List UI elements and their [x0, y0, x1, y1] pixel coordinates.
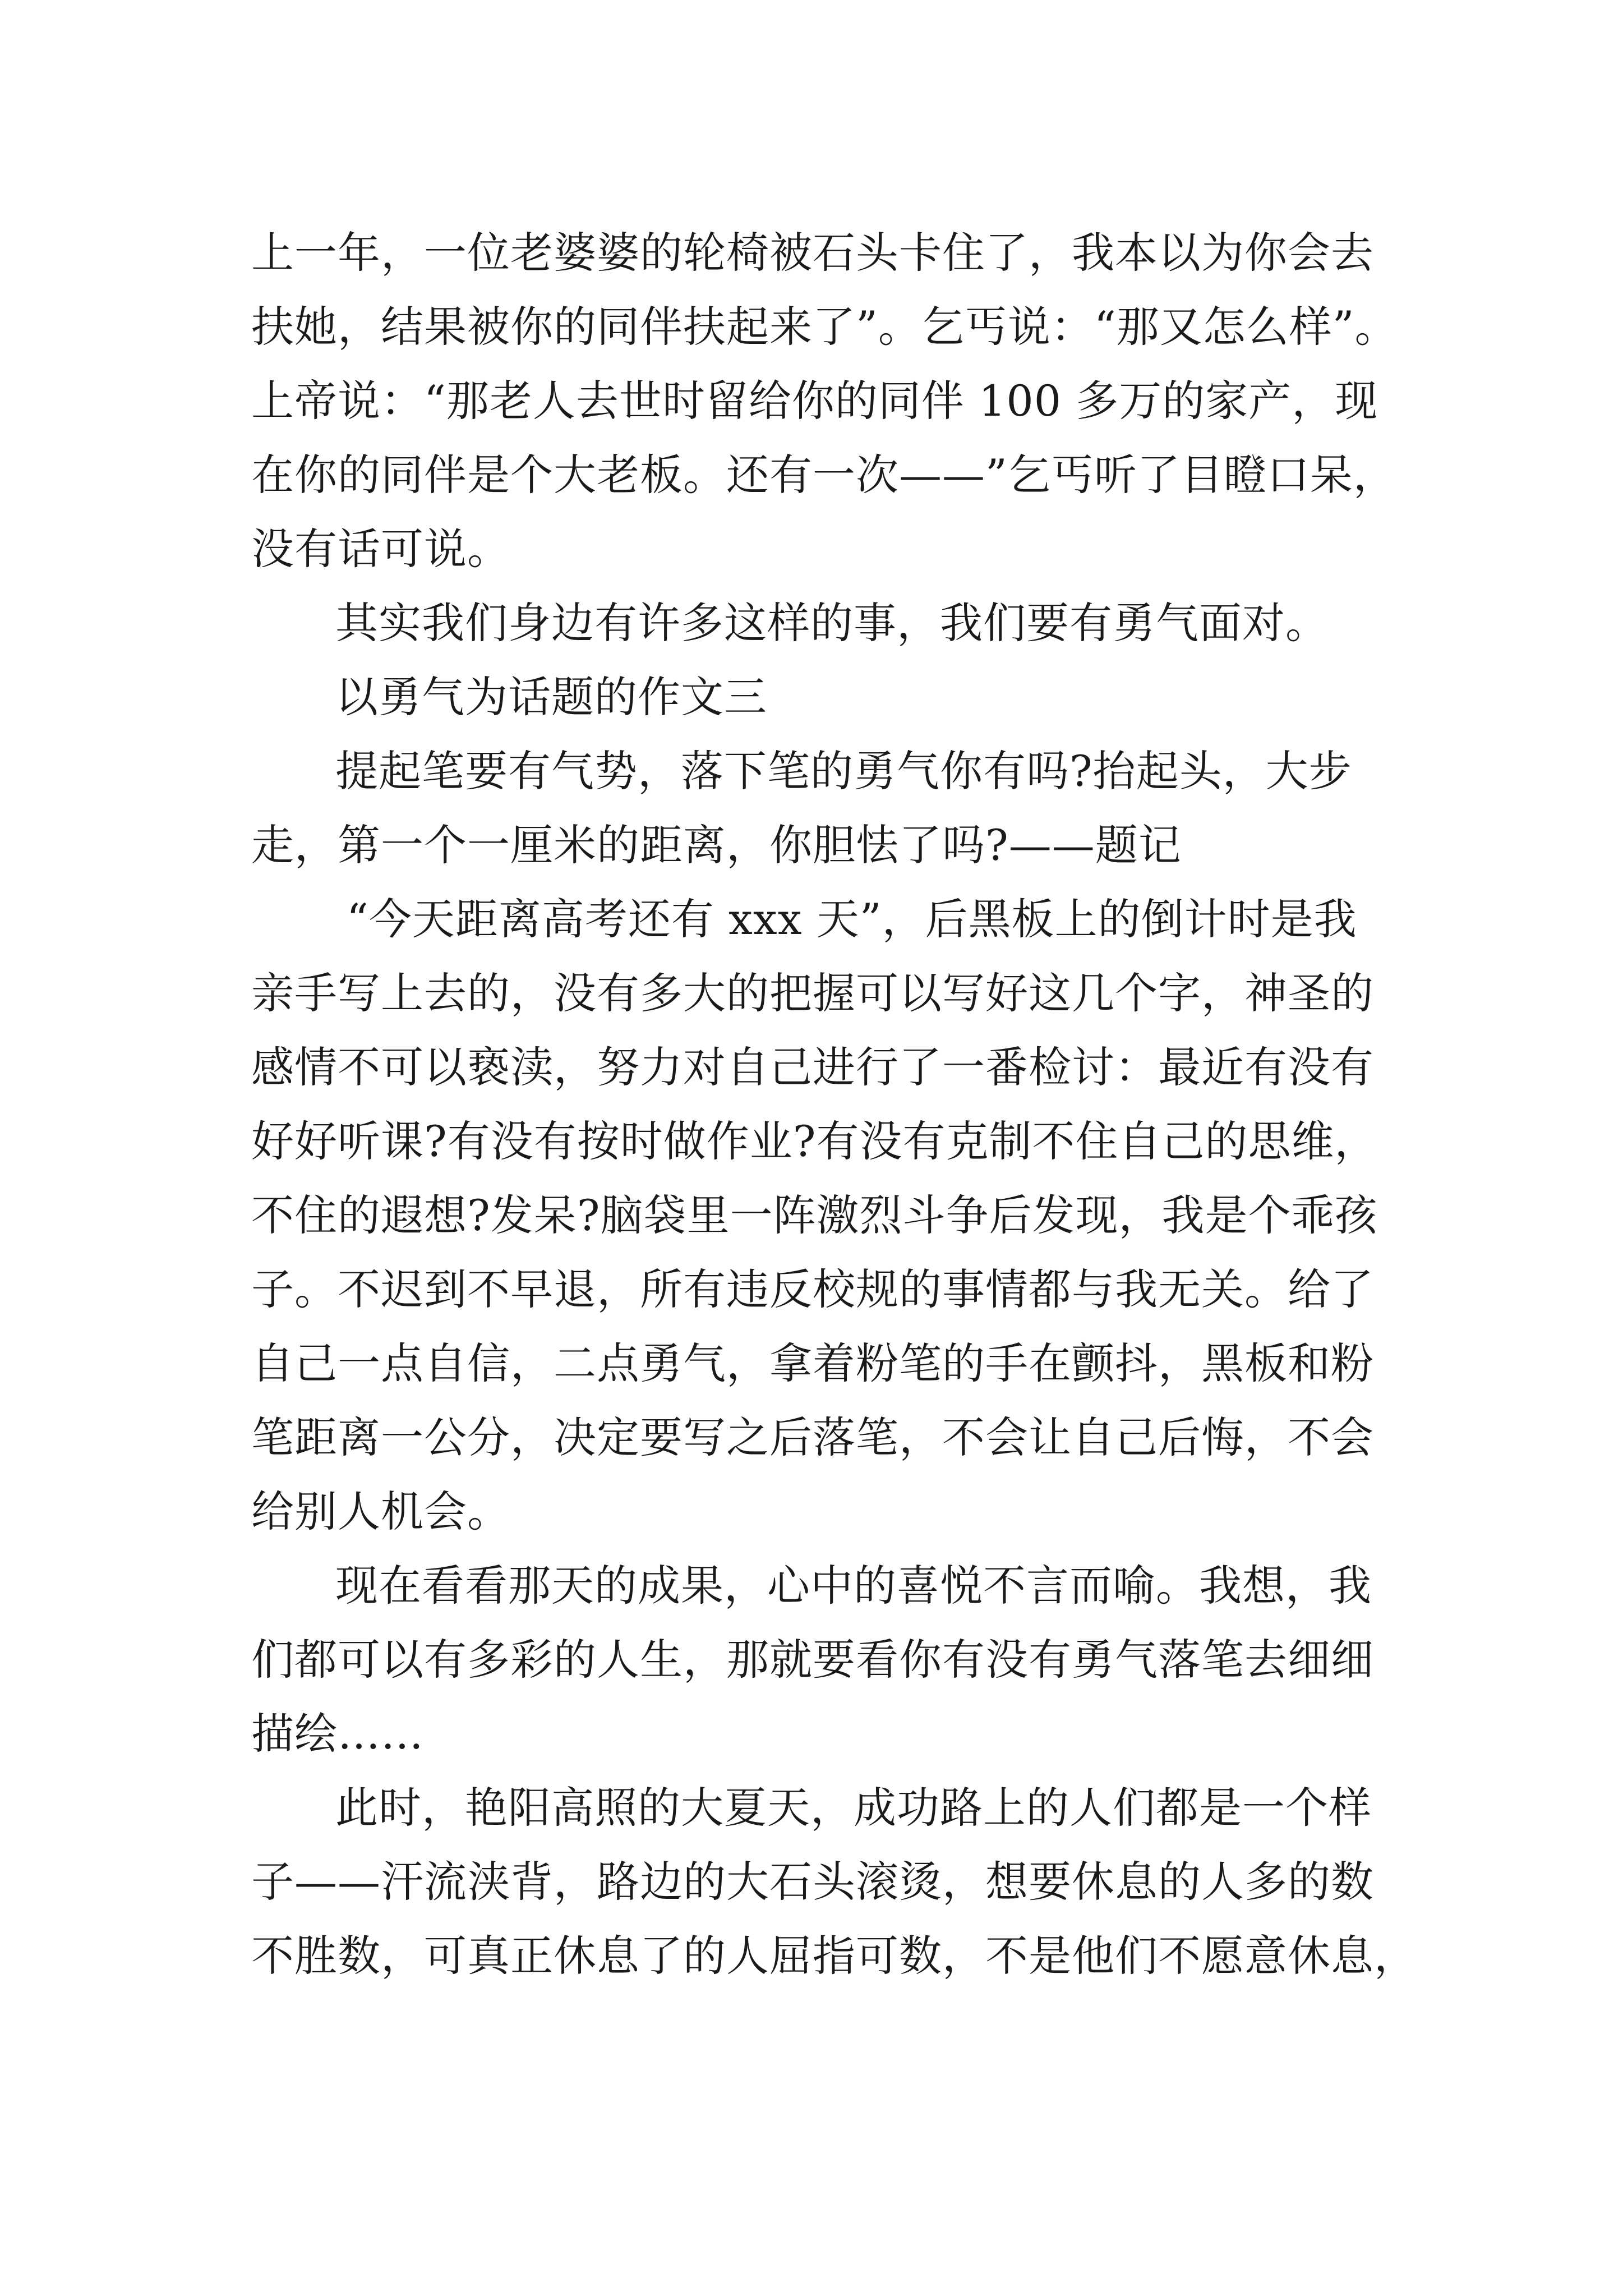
text-line: 子——汗流浃背，路边的大石头滚烫，想要休息的人多的数	[251, 1857, 1374, 1907]
text-line: 扶她，结果被你的同伴扶起来了”。乞丐说：“那又怎么样”。	[251, 302, 1398, 352]
text-line: 给别人机会。	[251, 1487, 510, 1536]
text-line: 提起笔要有气势，落下笔的勇气你有吗?抬起头，大步	[335, 746, 1352, 796]
text-line: 走，第一个一厘米的距离，你胆怯了吗?——题记	[251, 820, 1182, 870]
text-line: 子。不迟到不早退，所有违反校规的事情都与我无关。给了	[251, 1264, 1374, 1314]
text-line: 们都可以有多彩的人生，那就要看你有没有勇气落笔去细细	[251, 1635, 1374, 1685]
text-line: 不胜数，可真正休息了的人屈指可数，不是他们不愿意休息，	[251, 1931, 1417, 1981]
text-line: “今天距离高考还有 xxx 天”，后黑板上的倒计时是我	[347, 894, 1357, 944]
text-line: 好好听课?有没有按时做作业?有没有克制不住自己的思维，	[251, 1116, 1378, 1166]
section-heading: 以勇气为话题的作文三	[335, 672, 767, 722]
text-line: 不住的遐想?发呆?脑袋里一阵激烈斗争后发现，我是个乖孩	[251, 1190, 1378, 1240]
text-line: 亲手写上去的，没有多大的把握可以写好这几个字，神圣的	[251, 968, 1374, 1018]
document-body	[251, 216, 1419, 1993]
text-line: 上帝说：“那老人去世时留给你的同伴 100 多万的家产，现	[251, 376, 1378, 426]
text-line: 自己一点自信，二点勇气，拿着粉笔的手在颤抖，黑板和粉	[251, 1338, 1374, 1388]
text-line: 现在看看那天的成果，心中的喜悦不言而喻。我想，我	[335, 1561, 1372, 1611]
text-line: 在你的同伴是个大老板。还有一次——”乞丐听了目瞪口呆，	[251, 450, 1396, 500]
text-line: 没有话可说。	[251, 524, 510, 574]
text-line: 其实我们身边有许多这样的事，我们要有勇气面对。	[335, 598, 1329, 648]
text-line: 此时，艳阳高照的大夏天，成功路上的人们都是一个样	[335, 1783, 1372, 1833]
text-line: 上一年，一位老婆婆的轮椅被石头卡住了，我本以为你会去	[251, 228, 1374, 278]
text-line: 笔距离一公分，决定要写之后落笔，不会让自己后悔，不会	[251, 1412, 1374, 1462]
text-line: 感情不可以亵渎，努力对自己进行了一番检讨：最近有没有	[251, 1042, 1374, 1092]
text-line: 描绘……	[251, 1709, 424, 1759]
